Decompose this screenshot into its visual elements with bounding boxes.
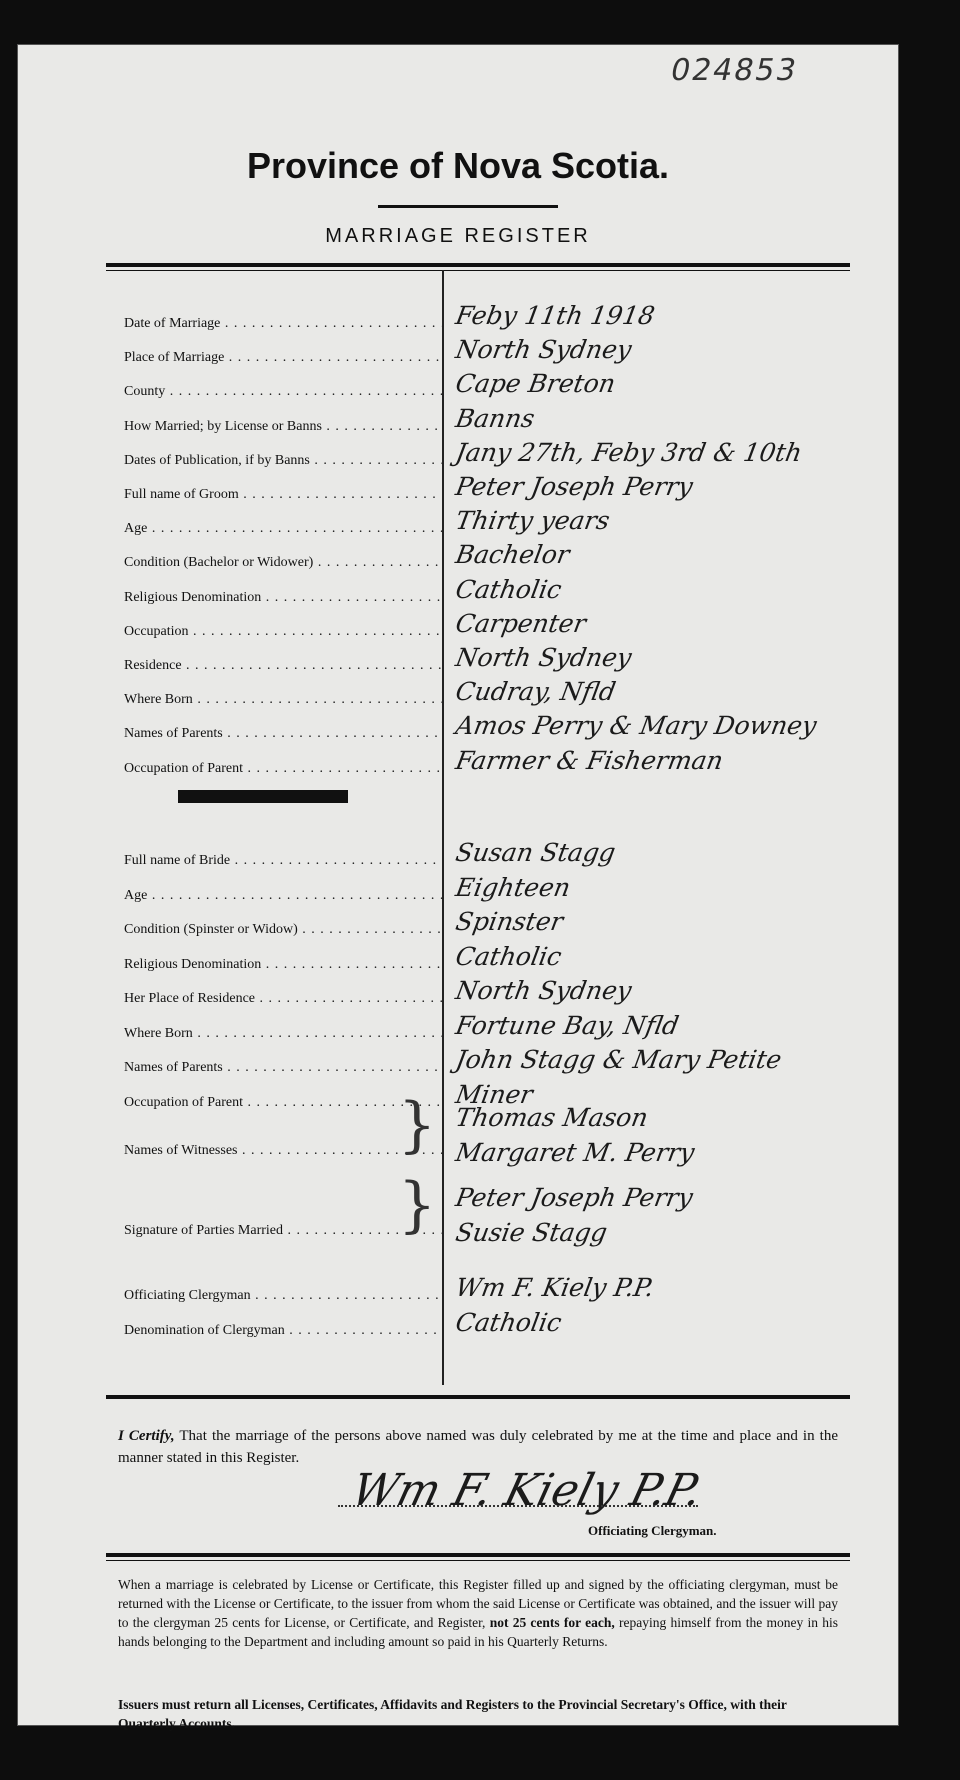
field-row (106, 904, 850, 938)
clergy-signature: Wm F. Kiely P.P. (346, 1465, 708, 1516)
field-label: Age . . . (124, 521, 442, 537)
field-label: Date of Marriage . . . (124, 316, 442, 332)
field-row (106, 366, 850, 400)
field-value: Bachelor (453, 540, 572, 570)
field-value: Peter Joseph Perry (453, 472, 696, 501)
signature-line (338, 1505, 698, 1507)
witness-row-1 (106, 1100, 850, 1134)
field-row (106, 332, 850, 366)
witnesses-label: Names of Witnesses . . . (124, 1143, 442, 1159)
field-label: Her Place of Residence . . . (124, 991, 442, 1007)
witness-2-value: Margaret M. Perry (453, 1138, 697, 1167)
witnesses-brace: } (398, 1090, 437, 1160)
top-rule-thin (106, 270, 850, 271)
field-value: Catholic (453, 574, 564, 604)
field-row (106, 973, 850, 1007)
witness-row-2 (106, 1135, 850, 1169)
page-title: Province of Nova Scotia. (246, 145, 670, 186)
serial-number: 024853 (667, 53, 802, 88)
field-row (106, 435, 850, 469)
field-label: Where Born . . . (124, 1026, 442, 1042)
field-row (106, 939, 850, 973)
field-value: Banns (453, 403, 537, 433)
field-label: Occupation . . . (124, 624, 442, 640)
party-row-2 (106, 1215, 850, 1249)
field-label: Place of Marriage . . . (124, 350, 442, 366)
notice-paragraph (118, 1575, 838, 1651)
field-row (106, 1305, 850, 1339)
field-value: Spinster (453, 907, 566, 936)
field-value: Eighteen (453, 872, 573, 902)
party-row-1 (106, 1180, 850, 1214)
field-value: Thirty years (453, 506, 613, 536)
form-subtitle: MARRIAGE REGISTER (325, 225, 591, 247)
field-label: Full name of Bride . . . (124, 853, 442, 869)
certification-text (118, 1425, 838, 1469)
notice-rule (106, 1553, 850, 1557)
field-value: Wm F. Kiely P.P. (453, 1273, 657, 1302)
field-row (106, 708, 850, 742)
field-value: Amos Perry & Mary Downey (453, 711, 819, 741)
witness-1-value: Thomas Mason (453, 1103, 651, 1132)
field-row (106, 469, 850, 503)
field-label: Denomination of Clergyman . . . (124, 1323, 442, 1339)
field-label: How Married; by License or Banns . . . (124, 419, 442, 435)
field-row (106, 572, 850, 606)
field-value: Feby 11th 1918 (453, 301, 657, 330)
field-value: Susan Stagg (453, 838, 618, 867)
field-label: Occupation of Parent . . . (124, 761, 442, 777)
field-value: Miner (453, 1079, 536, 1109)
field-value: Farmer & Fisherman (453, 745, 726, 775)
certify-body: That the marriage of the persons above named was duly celebrated by me at the time and place and in the manner stated in this Register. (118, 1428, 838, 1466)
field-value: Cudray, Nfld (453, 677, 618, 707)
field-row (106, 743, 850, 777)
field-row (106, 1270, 850, 1304)
party-1-signature: Peter Joseph Perry (453, 1183, 696, 1212)
field-value: Fortune Bay, Nfld (453, 1010, 682, 1040)
notice-emphasis: not 25 cents for each, (489, 1615, 615, 1630)
party-2-signature: Susie Stagg (453, 1218, 610, 1247)
field-value: North Sydney (453, 335, 634, 365)
field-label: Where Born . . . (124, 692, 442, 708)
parties-label: Signature of Parties Married . . . (124, 1223, 442, 1239)
field-value: Cape Breton (453, 369, 618, 399)
field-label: Religious Denomination . . . (124, 590, 442, 606)
field-row (106, 870, 850, 904)
notice-text-1: When a marriage is celebrated by License or Certificate, this Register filled up and signed by the officiating clergyman, must be returned with the License or Certificate, to the issuer from whom the said License or Certificate was obtained, and the issuer will pay to the clergyman 25 cents for License, or Certificate, and Register, (118, 1577, 838, 1630)
clergy-role-caption: Officiating Clergyman. (588, 1523, 717, 1538)
notice-text-2: repaying himself from the money in his hands belonging to the Department and including amount so paid in his Quarterly Returns. (118, 1615, 838, 1649)
field-value: Catholic (453, 941, 564, 971)
certify-lead: I Certify, (118, 1428, 175, 1444)
field-label: Occupation of Parent . . . (124, 1095, 442, 1111)
field-label: County . . . (124, 384, 442, 400)
field-value: North Sydney (453, 643, 634, 672)
field-row (106, 640, 850, 674)
field-row (106, 1042, 850, 1076)
field-row (106, 1008, 850, 1042)
title-underline (378, 205, 558, 208)
field-row (106, 298, 850, 332)
field-label: Religious Denomination . . . (124, 957, 442, 973)
register-form (18, 45, 898, 1731)
field-row (106, 606, 850, 640)
field-row (106, 674, 850, 708)
parties-brace: } (398, 1170, 437, 1240)
field-value: Catholic (453, 1308, 564, 1337)
certify-rule (106, 1395, 850, 1399)
field-row (106, 537, 850, 571)
field-label: Condition (Bachelor or Widower) . . . (124, 555, 442, 571)
top-rule (106, 263, 850, 267)
field-label: Names of Parents . . . (124, 1060, 442, 1076)
field-label: Full name of Groom . . . (124, 487, 442, 503)
field-row (106, 835, 850, 869)
notice-rule-thin (106, 1560, 850, 1561)
field-value: Carpenter (453, 608, 589, 638)
field-label: Age . . . (124, 888, 442, 904)
field-label: Dates of Publication, if by Banns . . . (124, 453, 442, 469)
field-value: Jany 27th, Feby 3rd & 10th (453, 437, 805, 467)
field-row (106, 401, 850, 435)
field-label: Condition (Spinster or Widow) . . . (124, 922, 442, 938)
issuers-notice: Issuers must return all Licenses, Certificates, Affidavits and Registers to the Provincial Secretary's Office, with their Quarterly Accounts. (118, 1697, 787, 1731)
field-label: Names of Parents . . . (124, 726, 442, 742)
section-separator-bar (178, 790, 348, 803)
field-label: Officiating Clergyman . . . (124, 1288, 442, 1304)
field-value: North Sydney (453, 976, 634, 1005)
field-label: Residence . . . (124, 658, 442, 674)
field-row (106, 503, 850, 537)
field-value: John Stagg & Mary Petite (453, 1045, 784, 1074)
